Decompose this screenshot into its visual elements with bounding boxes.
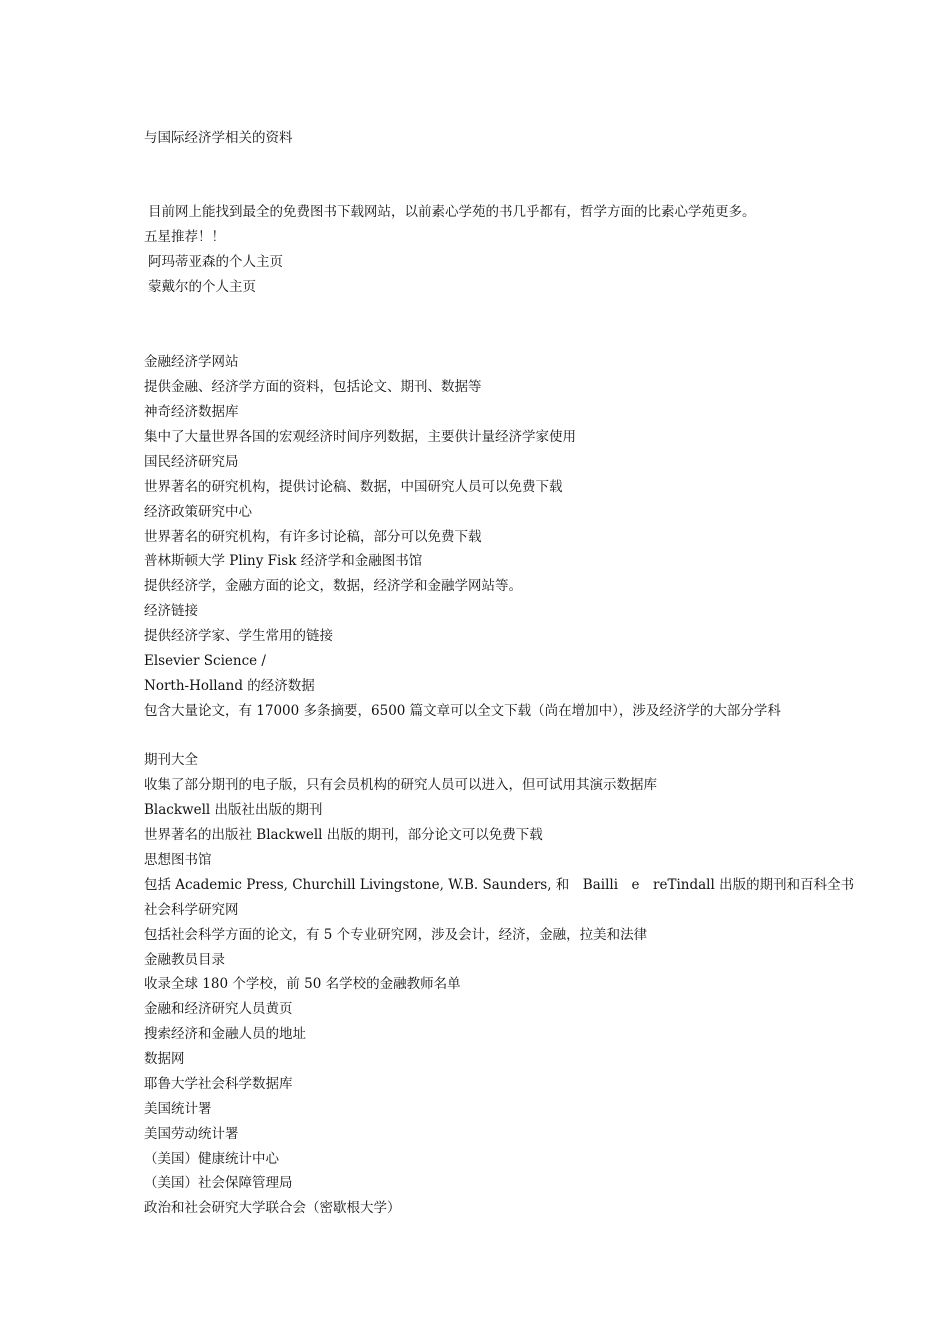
link-ssa[interactable]: （美国）社会保障管理局 (144, 1175, 293, 1191)
link-economics-links[interactable]: 经济链接 (144, 603, 198, 619)
resource-description: 世界著名的出版社 Blackwell 出版的期刊，部分论文可以免费下载 (144, 827, 543, 843)
link-princeton-library[interactable]: 普林斯顿大学 Pliny Fisk 经济学和金融图书馆 (144, 553, 423, 569)
five-star-recommendation: 五星推荐！！ (144, 229, 225, 245)
link-icpsr[interactable]: 政治和社会研究大学联合会（密歇根大学） (144, 1200, 401, 1216)
resource-description: 包括 Academic Press, Churchill Livingstone, W.B. Saunders, 和 Bailli e reTindall 出版的期刊和百科全书 (144, 877, 855, 893)
resource-description: 收录全球 180 个学校，前 50 名学校的金融教师名单 (144, 976, 461, 992)
link-financial-economics-site[interactable]: 金融经济学网站 (144, 354, 239, 370)
link-blackwell-journals[interactable]: Blackwell 出版社出版的期刊 (144, 802, 323, 818)
link-mundell-homepage[interactable]: 蒙戴尔的个人主页 (148, 279, 256, 295)
link-us-bureau-labor-statistics[interactable]: 美国劳动统计署 (144, 1126, 239, 1142)
resource-description: 集中了大量世界各国的宏观经济时间序列数据，主要供计量经济学家使用 (144, 429, 576, 445)
document-title: 与国际经济学相关的资料 (144, 130, 293, 146)
resource-description: 包含大量论文，有 17000 多条摘要，6500 篇文章可以全文下载（尚在增加中），涉及经济学的大部分学科 (144, 703, 781, 719)
link-elsevier-science[interactable]: Elsevier Science / (144, 653, 266, 669)
link-sen-homepage[interactable]: 阿玛蒂亚森的个人主页 (148, 254, 283, 270)
resource-description: 世界著名的研究机构，有许多讨论稿，部分可以免费下载 (144, 529, 482, 545)
resource-description: 包括社会科学方面的论文，有 5 个专业研究网，涉及会计，经济，金融，拉美和法律 (144, 927, 648, 943)
resource-description: 搜索经济和金融人员的地址 (144, 1026, 306, 1042)
resource-description: 提供经济学，金融方面的论文，数据，经济学和金融学网站等。 (144, 578, 522, 594)
link-economic-database[interactable]: 神奇经济数据库 (144, 404, 239, 420)
resource-description: 世界著名的研究机构，提供讨论稿、数据，中国研究人员可以免费下载 (144, 479, 563, 495)
link-yale-social-science-data[interactable]: 耶鲁大学社会科学数据库 (144, 1076, 293, 1092)
link-finance-faculty-directory[interactable]: 金融教员目录 (144, 952, 225, 968)
link-data-net[interactable]: 数据网 (144, 1051, 185, 1067)
link-journal-collection[interactable]: 期刊大全 (144, 752, 198, 768)
resource-description: 收集了部分期刊的电子版，只有会员机构的研究人员可以进入，但可试用其演示数据库 (144, 777, 657, 793)
link-cepr[interactable]: 经济政策研究中心 (144, 504, 252, 520)
link-us-census-bureau[interactable]: 美国统计署 (144, 1101, 212, 1117)
link-nber[interactable]: 国民经济研究局 (144, 454, 239, 470)
link-researcher-yellow-pages[interactable]: 金融和经济研究人员黄页 (144, 1001, 293, 1017)
link-nchs[interactable]: （美国）健康统计中心 (144, 1151, 279, 1167)
link-ideal-library[interactable]: 思想图书馆 (144, 852, 212, 868)
link-north-holland-data[interactable]: North-Holland 的经济数据 (144, 678, 315, 694)
resource-description: 提供金融、经济学方面的资料，包括论文、期刊、数据等 (144, 379, 482, 395)
link-ssrn[interactable]: 社会科学研究网 (144, 902, 239, 918)
intro-text: 目前网上能找到最全的免费图书下载网站，以前素心学苑的书几乎都有，哲学方面的比素心学苑更多。 (148, 204, 756, 220)
resource-description: 提供经济学家、学生常用的链接 (144, 628, 333, 644)
